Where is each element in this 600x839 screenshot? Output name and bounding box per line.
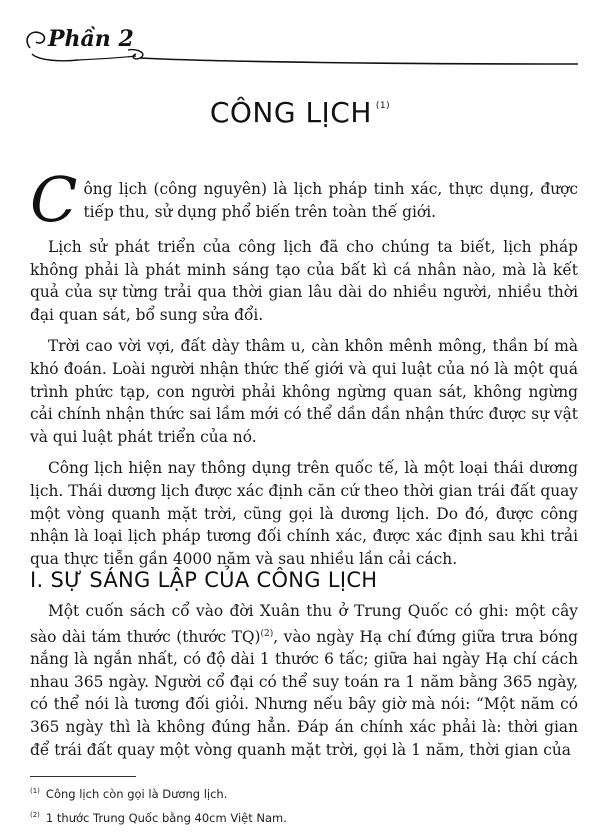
drop-cap: C (30, 163, 78, 236)
paragraph: Trời cao vời vợi, đất dày thâm u, càn khôn mênh mông, thần bí mà khó đoán. Loài người nhận thức thế giới và qui luật của nó là một quá trình phức tạp, con người phải không ngừng quan sát, không ngừng cải chính nhận thức sai lầm mới có thể dần dần nhận thức được sự vật và qui luật phát triển của nó. (30, 337, 578, 446)
section-paragraph-part1: Một cuốn sách cổ vào đời Xuân thu ở Trung Quốc có ghi: một cây sào dài tám thước (thước TQ) (30, 602, 578, 646)
section-heading: I. SỰ SÁNG LẬP CỦA CÔNG LỊCH (30, 568, 378, 592)
intro-block (30, 163, 578, 236)
section-paragraph (30, 600, 578, 761)
footnote-mark: (2) (30, 811, 40, 819)
footnote-divider (30, 776, 136, 777)
chapter-title-text: CÔNG LỊCH (209, 96, 372, 129)
chapter-title-footnote-ref: (1) (375, 101, 391, 111)
footnote-2 (30, 811, 287, 825)
part-header (18, 20, 588, 70)
footnote-mark: (1) (30, 787, 40, 795)
section-paragraph-part2: , vào ngày Hạ chí đứng giữa trưa bóng nắng là ngắn nhất, có độ dài 1 thước 6 tấc; giữa hai ngày Hạ chí cách nhau 365 ngày. Người cổ đại có thể suy toán ra 1 năm bằng 365 ngày, có thể nói là tương đối giỏi. Nhưng nếu bây giờ mà nói: “Một năm có 365 ngày thì là không đúng hẳn. Đáp án chính xác phải là: thời gian để trái đất quay một vòng quanh mặt trời, gọi là 1 năm, thời gian của (30, 627, 579, 759)
section-body (30, 600, 578, 770)
section-footnote-ref: (2) (260, 628, 274, 639)
footnote-text: Công lịch còn gọi là Dương lịch. (45, 787, 228, 801)
chapter-title (0, 96, 600, 129)
paragraph: Công lịch hiện nay thông dụng trên quốc tế, là một loại thái dương lịch. Thái dương lịch được xác định căn cứ theo thời gian trái đất quay một vòng quanh mặt trời, cũng gọi là dương lịch. Do đó, được công nhận là loại lịch pháp tương đối chính xác, được xác định sau khi trải qua thực tiễn gần 4000 năm và sau nhiều lần cải cách. (30, 459, 578, 568)
footnote-text: 1 thước Trung Quốc bằng 40cm Việt Nam. (45, 811, 287, 825)
footnote-1 (30, 787, 227, 801)
intro-first-paragraph: ông lịch (công nguyên) là lịch pháp tinh xác, thực dụng, được tiếp thu, sử dụng phổ biến trên toàn thế giới. (83, 180, 578, 221)
intro-paragraphs (30, 236, 578, 579)
part-label: Phần 2 (48, 26, 134, 52)
paragraph: Lịch sử phát triển của công lịch đã cho chúng ta biết, lịch pháp không phải là phát minh sáng tạo của bất kì cá nhân nào, mà là kết quả của sự từng trải qua thời gian lâu dài do nhiều người, nhiều thời đại quan sát, bổ sung sửa đổi. (30, 238, 578, 324)
